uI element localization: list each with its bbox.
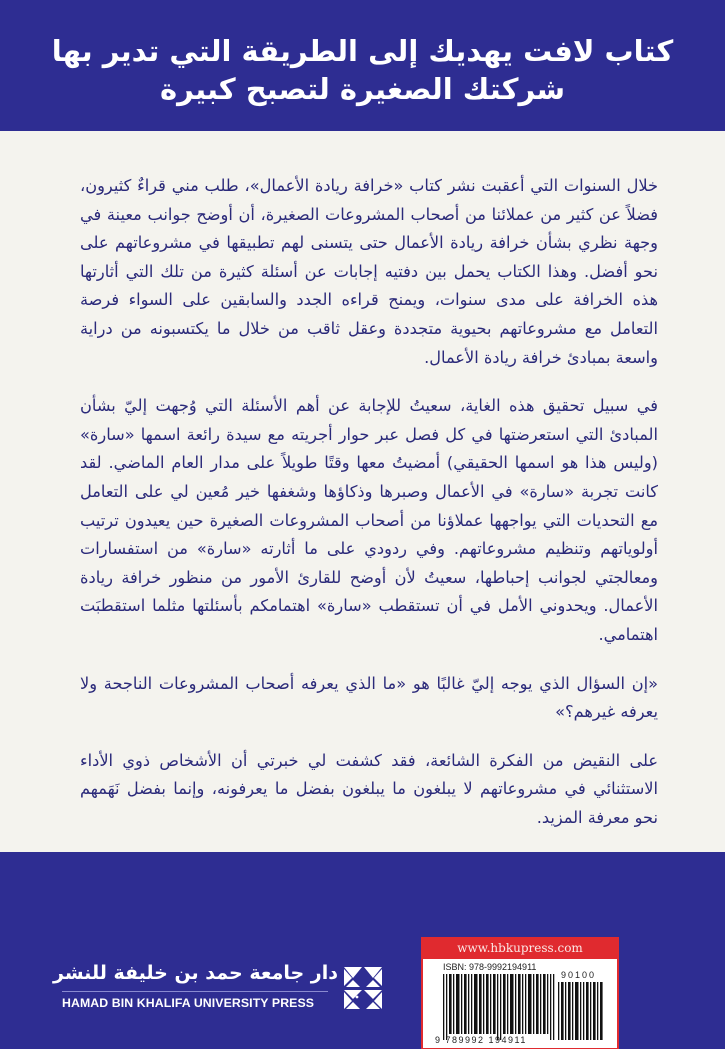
addon-barcode-icon [558, 982, 604, 1040]
tagline-line-2: شركتك الصغيرة لتصبح كبيرة [159, 71, 566, 106]
ean-digits: 9 789992 194911 [435, 1035, 527, 1045]
isbn-barcode-block [421, 937, 619, 1049]
tagline-line-1: كتاب لافت يهديك إلى الطريقة التي تدير بها [51, 33, 674, 68]
publisher-logo-block [53, 960, 390, 1020]
blurb-paragraph-1: خلال السنوات التي أعقبت نشر كتاب «خرافة ريادة الأعمال»، طلب مني قراءٌ كثيرون، فضلاً عن كثير من عملائنا من أصحاب المشروعات الصغيرة، أن أوضح جوانب معينة في وجهة نظري بشأن خرافة ريادة الأعمال حتى يتسنى لهم تطبيقها في مشروعاتهم على نحو أفضل. وهذا الكتاب يحمل بين دفتيه إجابات عن أسئلة كثيرة من تلك التي أثارتها هذه الخرافة على مدى سنوات، ويمنح قراءه الجدد والسابقين على السواء فرصة التعامل مع مشروعاتهم بحيوية متجددة وعقل ثاقب من خلال ما يكتسبونه من دراية واسعة بمبادئ خرافة ريادة الأعمال. [80, 176, 658, 367]
publisher-name-arabic: دار جامعة حمد بن خليفة للنشر [53, 962, 338, 984]
back-cover-blurb [80, 172, 658, 911]
blurb-paragraph-2: في سبيل تحقيق هذه الغاية، سعيتُ للإجابة عن أهم الأسئلة التي وُجهت إليّ بشأن المبادئ التي استعرضتها في كل فصل عبر حوار أجريته مع سيدة رائعة اسمها «سارة» (وليس هذا هو اسمها الحقيقي) أمضيتُ معها وقتًا طويلاً على مدار العام الماضي. لقد كانت تجربة «سارة» في الأعمال وصبرها وذكاؤها وشغفها خير مُعين لي على التعامل مع التحديات التي يواجهها عملاؤنا من أصحاب المشروعات الصغيرة حين يعيدون ترتيب أولوياتهم وتنظيم مشروعاتهم. وفي ردودي على ما أثارته «سارة» من استفسارات ومعالجتي لجوانب إحباطها، سعيتُ لأن أوضح للقارئ الأمور من منظور خرافة ريادة الأعمال. ويحدوني الأمل في أن تستقطب «سارة» اهتمامكم بأسئلتها مثلما استقطبَت اهتمامي. [80, 396, 658, 644]
publisher-url[interactable]: www.hbkupress.com [421, 937, 619, 959]
blurb-paragraph-4: على النقيض من الفكرة الشائعة، فقد كشفت لي خبرتي أن الأشخاص ذوي الأداء الاستثنائي في مشروعاتهم لا يبلغون ما يبلغون بفضل ما يعرفونه، وإنما بفضل نَهَمهم نحو معرفة المزيد. [80, 750, 658, 827]
ean13-barcode-icon [443, 974, 556, 1040]
blurb-quote: «إن السؤال الذي يوجه إليّ غالبًا هو «ما الذي يعرفه أصحاب المشروعات الناجحة ولا يعرفه غيرهم؟» [80, 673, 658, 722]
publisher-band [0, 852, 725, 1049]
hbku-press-logo-icon [343, 966, 383, 1010]
barcode-addon-digits: 90100 [561, 970, 597, 980]
isbn-label: ISBN: 978-9992194911 [443, 962, 537, 972]
top-tagline-band [0, 0, 725, 131]
publisher-name-english: HAMAD BIN KHALIFA UNIVERSITY PRESS [62, 996, 315, 1010]
publisher-divider [62, 991, 328, 992]
